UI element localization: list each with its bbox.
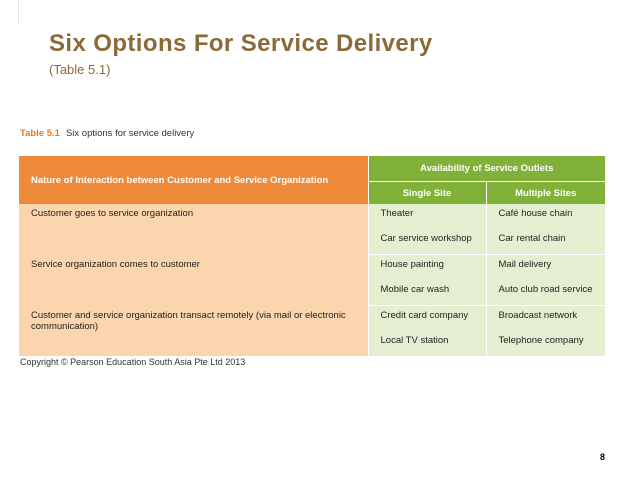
- row-nature-cell: Service organization comes to customer: [19, 255, 368, 306]
- page-number: 8: [600, 452, 606, 462]
- multiple-sites-cell: Car rental chain: [486, 229, 605, 255]
- row-nature-cell: Customer goes to service organization: [19, 204, 368, 255]
- header-multiple-sites: Multiple Sites: [486, 182, 605, 205]
- multiple-sites-cell: Broadcast network: [486, 306, 605, 332]
- service-options-table: [19, 156, 605, 356]
- table-row: [19, 255, 605, 281]
- row-nature-cell: Customer and service organization transact remotely (via mail or electronic communication): [19, 306, 368, 357]
- multiple-sites-cell: Mail delivery: [486, 255, 605, 281]
- table-caption-text: Six options for service delivery: [65, 128, 195, 139]
- single-site-cell: Credit card company: [368, 306, 486, 332]
- slide-title: Six Options For Service Delivery: [49, 30, 433, 57]
- multiple-sites-cell: Auto club road service: [486, 280, 605, 306]
- header-nature: Nature of Interaction between Customer and Service Organization: [19, 156, 368, 204]
- header-availability: Availability of Service Outlets: [368, 156, 605, 182]
- multiple-sites-cell: Telephone company: [486, 331, 605, 356]
- single-site-cell: Local TV station: [368, 331, 486, 356]
- single-site-cell: Car service workshop: [368, 229, 486, 255]
- single-site-cell: Theater: [368, 204, 486, 229]
- copyright-notice: Copyright © Pearson Education South Asia Pte Ltd 2013: [20, 357, 246, 367]
- table-row: [19, 306, 605, 332]
- single-site-cell: House painting: [368, 255, 486, 281]
- header-single-site: Single Site: [368, 182, 486, 205]
- top-divider: [18, 0, 19, 24]
- table-caption: [20, 128, 194, 139]
- table-caption-number: Table 5.1: [20, 128, 60, 139]
- slide-subtitle: (Table 5.1): [49, 62, 111, 77]
- multiple-sites-cell: Café house chain: [486, 204, 605, 229]
- single-site-cell: Mobile car wash: [368, 280, 486, 306]
- table-row: [19, 204, 605, 229]
